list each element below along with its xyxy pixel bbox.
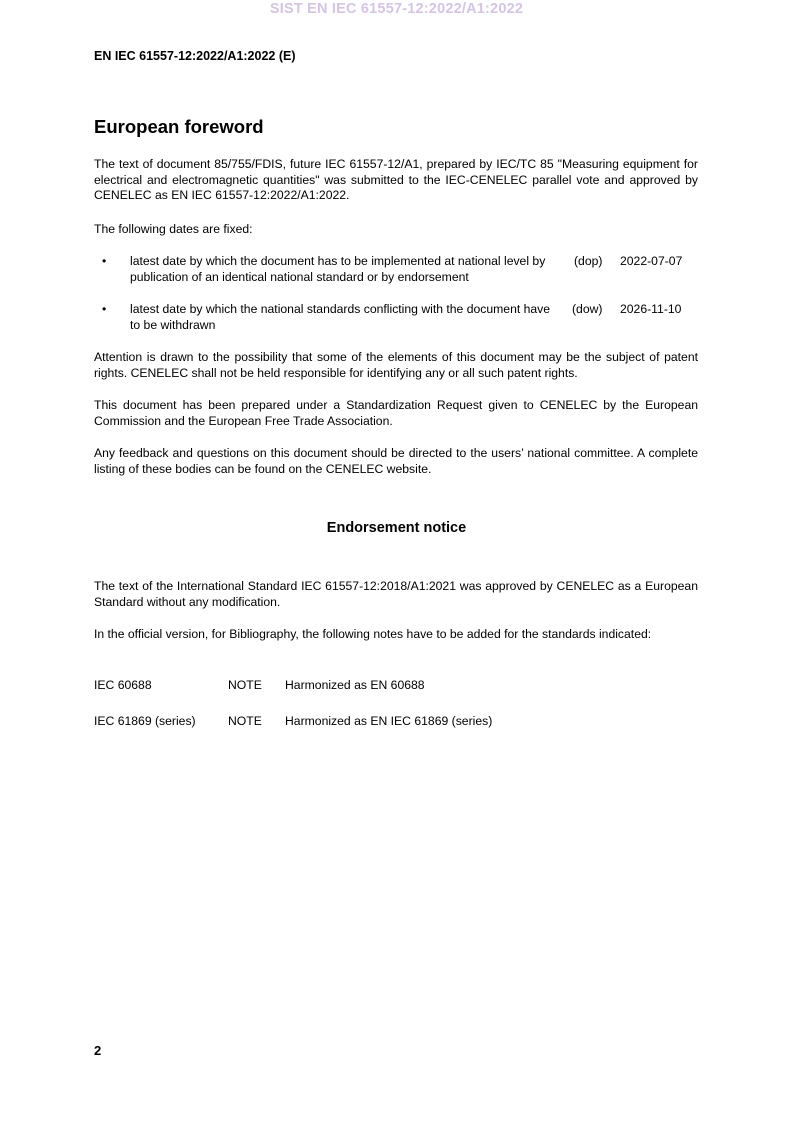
foreword-intro-paragraph: The text of document 85/755/FDIS, future IEC 61557-12/A1, prepared by IEC/TC 85 "Measuring equipment for electrical and electromagnetic quantities" was submitted to the IEC-CENELEC parallel vote and approved by CENELEC as EN IEC 61557-12:2022/A1:2022. bbox=[94, 157, 698, 202]
dates-intro-paragraph: The following dates are fixed: bbox=[94, 222, 253, 236]
date-item-dow-text: latest date by which the national standards conflicting with the document have to be withdrawn bbox=[130, 302, 551, 332]
bibliography-intro-paragraph: In the official version, for Bibliography, the following notes have to be added for the standards indicated: bbox=[94, 627, 652, 641]
document-id-header: EN IEC 61557-12:2022/A1:2022 (E) bbox=[94, 49, 296, 63]
section-title-endorsement: Endorsement notice bbox=[326, 520, 467, 536]
date-item-dop-value: 2022-07-07 bbox=[620, 254, 683, 268]
mandate-paragraph: This document has been prepared under a Standardization Request given to CENELEC by the European Commission and the European Free Trade Association. bbox=[94, 398, 698, 428]
note-standard-ref: IEC 60688 bbox=[94, 678, 152, 692]
feedback-paragraph: Any feedback and questions on this document should be directed to the users’ national committee. A complete listing of these bodies can be found on the CENELEC website. bbox=[94, 446, 698, 476]
patent-paragraph: Attention is drawn to the possibility that some of the elements of this document may be the subject of patent rights. CENELEC shall not be held responsible for identifying any or all such patent rights. bbox=[94, 350, 698, 380]
page-number: 2 bbox=[94, 1043, 102, 1058]
note-label: NOTE bbox=[228, 714, 262, 728]
note-text: Harmonized as EN IEC 61869 (series) bbox=[285, 714, 493, 728]
note-label: NOTE bbox=[228, 678, 262, 692]
bullet-marker: • bbox=[102, 254, 107, 268]
date-item-dow-code: (dow) bbox=[572, 302, 603, 316]
date-item-dop-code: (dop) bbox=[574, 254, 603, 268]
date-item-dop-text: latest date by which the document has to be implemented at national level by publication of an identical national standard or by endorsement bbox=[130, 254, 546, 284]
note-standard-ref: IEC 61869 (series) bbox=[94, 714, 196, 728]
bullet-marker: • bbox=[102, 302, 107, 316]
watermark: SIST EN IEC 61557-12:2022/A1:2022 bbox=[269, 1, 524, 17]
date-item-dow-value: 2026-11-10 bbox=[620, 302, 682, 316]
endorsement-approval-paragraph: The text of the International Standard IEC 61557-12:2018/A1:2021 was approved by CENELEC as a European Standard without any modification. bbox=[94, 579, 698, 609]
section-title-foreword: European foreword bbox=[94, 116, 264, 137]
note-text: Harmonized as EN 60688 bbox=[285, 678, 425, 692]
